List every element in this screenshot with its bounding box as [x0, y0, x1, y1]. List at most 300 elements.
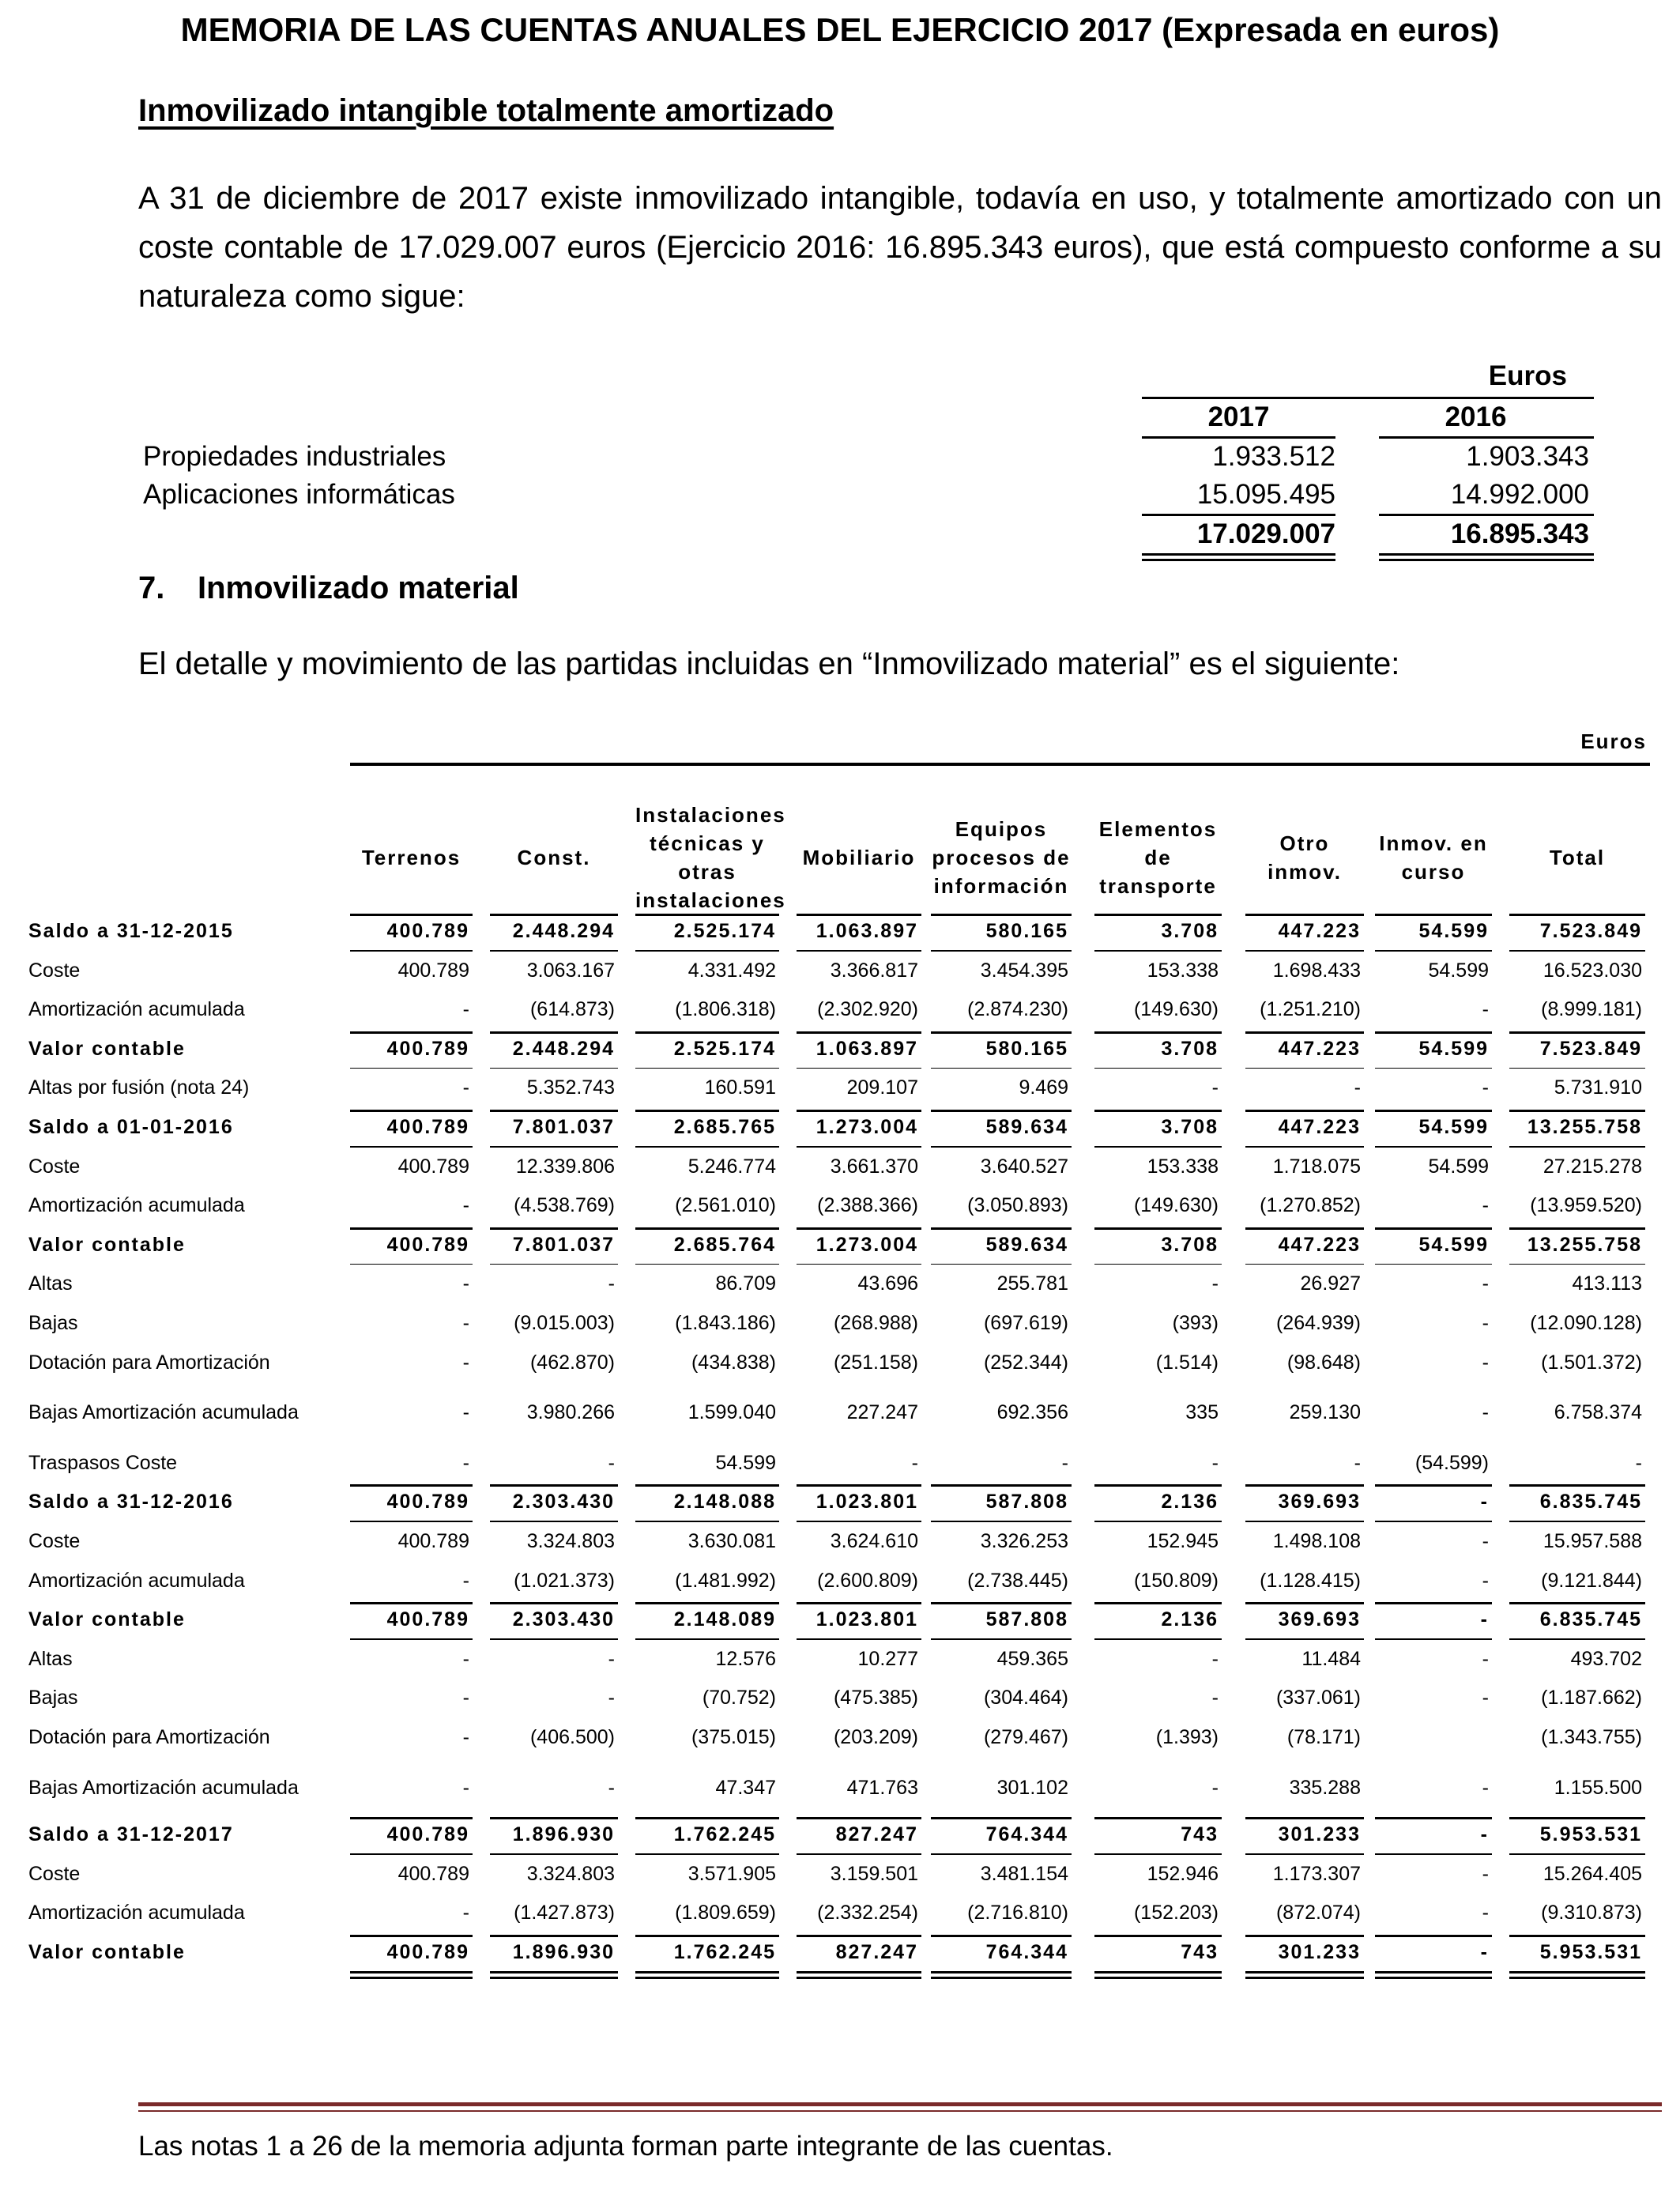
table-cell: 400.789 — [397, 1862, 469, 1885]
table-cell: 3.454.395 — [980, 959, 1068, 982]
table-rule — [931, 1817, 1072, 1819]
table-rule — [490, 1817, 618, 1819]
table-rule — [490, 1227, 618, 1230]
table-cell: (1.843.186) — [675, 1312, 776, 1334]
table-cell: (1.481.992) — [675, 1569, 776, 1592]
table-cell: 3.708 — [1161, 920, 1219, 942]
table-rule — [490, 1031, 618, 1034]
column-header — [490, 843, 618, 872]
table-cell: 5.731.910 — [1554, 1076, 1642, 1099]
table-cell: 587.808 — [985, 1608, 1068, 1631]
table-cell: 9.469 — [1019, 1076, 1068, 1099]
table-cell: 1.762.245 — [673, 1941, 776, 1963]
table-cell: 2.685.764 — [673, 1233, 776, 1256]
footer-rule — [138, 2102, 1662, 2106]
table-cell: (150.809) — [1133, 1569, 1219, 1592]
table-rule — [1245, 1638, 1364, 1640]
table-cell: (98.648) — [1286, 1351, 1361, 1374]
table-cell: - — [462, 1451, 469, 1474]
column-header-line: Total — [1549, 846, 1606, 869]
table-cell: 400.789 — [386, 1608, 469, 1631]
table-cell: (9.015.003) — [514, 1312, 615, 1334]
table-cell: 1.762.245 — [673, 1823, 776, 1846]
table-cell: - — [1482, 1687, 1489, 1710]
table-cell: 335.288 — [1289, 1776, 1361, 1799]
table-cell: 471.763 — [846, 1776, 918, 1799]
table-rule — [1094, 950, 1222, 952]
table-rule — [635, 1146, 779, 1148]
table-row-label: Amortización acumulada — [28, 1194, 245, 1217]
table-rule — [1094, 1935, 1222, 1937]
table-rule — [1094, 1110, 1222, 1112]
table-cell: 1.273.004 — [816, 1233, 918, 1256]
table-cell: - — [608, 1687, 615, 1710]
table-rule — [490, 950, 618, 952]
column-header-line: curso — [1401, 860, 1466, 884]
table-row-label: Amortización acumulada — [28, 998, 245, 1021]
table-rule — [1375, 1110, 1492, 1112]
table-cell: 7.801.037 — [512, 1233, 615, 1256]
table-cell: 160.591 — [704, 1076, 776, 1099]
table-rule — [1245, 1817, 1364, 1819]
table-cell: - — [1480, 1823, 1489, 1846]
table-cell: 3.324.803 — [526, 1530, 615, 1552]
table-row-total-label: Valor contable — [28, 1608, 186, 1631]
table-rule — [797, 1977, 921, 1979]
table-cell: 400.789 — [386, 1037, 469, 1060]
column-header — [1375, 829, 1492, 886]
table-cell: 5.953.531 — [1539, 1941, 1642, 1963]
table-cell: 400.789 — [386, 1941, 469, 1963]
table-rule — [350, 1521, 473, 1522]
table-cell: (2.600.809) — [817, 1569, 918, 1592]
table-row-label: Coste — [28, 1862, 81, 1885]
table-cell: (9.310.873) — [1541, 1902, 1642, 1924]
table-row-label: Amortización acumulada — [28, 1569, 245, 1592]
value-cell: 15.095.495 — [1196, 479, 1335, 510]
table-cell: 400.789 — [397, 1155, 469, 1178]
table-rule — [635, 1264, 779, 1265]
table-cell: 13.255.758 — [1527, 1233, 1642, 1256]
table-rule — [350, 763, 1650, 766]
table-row-total-label: Saldo a 01-01-2016 — [28, 1116, 234, 1138]
table-rule — [797, 1031, 921, 1034]
table-cell: 3.630.081 — [687, 1530, 776, 1552]
table-cell: 1.698.433 — [1272, 959, 1361, 982]
table-cell: (1.021.373) — [514, 1569, 615, 1592]
table-rule — [1509, 1817, 1645, 1819]
table-cell: 447.223 — [1278, 920, 1361, 942]
total-value: 17.029.007 — [1196, 518, 1335, 549]
table-rule — [635, 1971, 779, 1973]
table-cell: 153.338 — [1147, 959, 1219, 982]
table-rule — [797, 1110, 921, 1112]
table-rule — [490, 1935, 618, 1937]
column-header — [797, 843, 921, 872]
table-rule — [1245, 914, 1364, 916]
table-cell: 54.599 — [1418, 1233, 1489, 1256]
table-rule — [1245, 1068, 1364, 1069]
table-rule — [797, 1484, 921, 1487]
table-cell: 3.159.501 — [830, 1862, 918, 1885]
table-cell: 1.498.108 — [1272, 1530, 1361, 1552]
table-cell: 335 — [1185, 1401, 1219, 1424]
table-rule — [1094, 1227, 1222, 1230]
table-row-total-label: Valor contable — [28, 1233, 186, 1256]
table-cell: 301.233 — [1278, 1823, 1361, 1846]
column-header-line: instalaciones — [635, 888, 786, 912]
table-cell: 2.136 — [1161, 1491, 1219, 1514]
table-cell: 447.223 — [1278, 1037, 1361, 1060]
column-header-line: procesos de — [932, 846, 1071, 869]
table-cell: 7.523.849 — [1539, 1037, 1642, 1060]
table-cell: 12.576 — [715, 1647, 776, 1670]
column-header-line: Inmov. en — [1379, 831, 1488, 855]
table-cell: - — [1482, 998, 1489, 1021]
column-header-line: Const. — [517, 846, 591, 869]
table-rule — [1094, 1638, 1222, 1640]
table-cell: 1.599.040 — [687, 1401, 776, 1424]
column-header — [1509, 843, 1645, 872]
table-cell: 86.709 — [715, 1272, 776, 1295]
table-cell: - — [1480, 1491, 1489, 1514]
table-rule — [1375, 1935, 1492, 1937]
column-header-line: Mobiliario — [802, 846, 916, 869]
column-header — [1094, 815, 1222, 900]
table-cell: 743 — [1181, 1823, 1219, 1846]
table-row-label: Dotación para Amortización — [28, 1351, 270, 1374]
table-rule — [797, 1068, 921, 1069]
table-rule — [931, 1068, 1072, 1069]
table-cell: 692.356 — [996, 1401, 1068, 1424]
table-rule — [490, 1977, 618, 1979]
table-cell: 447.223 — [1278, 1233, 1361, 1256]
table-cell: (149.630) — [1133, 1194, 1219, 1217]
table-cell: 2.303.430 — [512, 1491, 615, 1514]
table-rule — [1509, 1638, 1645, 1640]
table-rule — [635, 1484, 779, 1487]
table-cell: 3.366.817 — [830, 959, 918, 982]
table-rule — [1509, 1146, 1645, 1148]
table-cell: - — [1482, 1902, 1489, 1924]
table-cell: 827.247 — [835, 1823, 918, 1846]
table-rule — [797, 1264, 921, 1265]
table-row-label: Coste — [28, 959, 81, 982]
table-cell: - — [462, 1569, 469, 1592]
table-cell: - — [462, 1647, 469, 1670]
table-row-total-label: Valor contable — [28, 1037, 186, 1060]
row-label: Aplicaciones informáticas — [143, 479, 455, 510]
table-cell: (614.873) — [529, 998, 615, 1021]
table-rule — [1245, 1935, 1364, 1937]
table-rule — [350, 1484, 473, 1487]
table-cell: 2.685.765 — [673, 1116, 776, 1138]
table-rule — [350, 1031, 473, 1034]
table-cell: 6.835.745 — [1539, 1608, 1642, 1631]
table-cell: - — [1482, 1776, 1489, 1799]
table-rule — [1245, 1971, 1364, 1973]
table-cell: 7.801.037 — [512, 1116, 615, 1138]
column-header-line: Otro — [1279, 831, 1330, 855]
table-cell: 227.247 — [846, 1401, 918, 1424]
table-rule — [1094, 1853, 1222, 1855]
table-rule — [931, 1031, 1072, 1034]
table-cell: 152.945 — [1147, 1530, 1219, 1552]
table-rule — [490, 1638, 618, 1640]
table-rule — [490, 1068, 618, 1069]
table-rule — [1094, 1146, 1222, 1148]
table-cell: (1.128.415) — [1260, 1569, 1361, 1592]
table-rule — [931, 1521, 1072, 1522]
table-rule — [1509, 1602, 1645, 1604]
table-rule — [797, 1971, 921, 1973]
table-cell: (2.874.230) — [967, 998, 1068, 1021]
table-cell: (475.385) — [833, 1687, 918, 1710]
table-cell: - — [1482, 1401, 1489, 1424]
table-cell: 47.347 — [715, 1776, 776, 1799]
table-cell: 400.789 — [386, 920, 469, 942]
table-cell: 2.148.088 — [673, 1491, 776, 1514]
table-cell: - — [911, 1451, 918, 1474]
table-cell: (2.332.254) — [817, 1902, 918, 1924]
table-cell: - — [462, 998, 469, 1021]
table-rule — [350, 1264, 473, 1265]
table-rule — [1245, 1602, 1364, 1604]
table-cell: 2.525.174 — [673, 920, 776, 942]
table-cell: 3.063.167 — [526, 959, 615, 982]
table-rule — [1509, 914, 1645, 916]
table-rule — [931, 1971, 1072, 1973]
section-number: 7. — [138, 571, 165, 605]
table-cell: (2.738.445) — [967, 1569, 1068, 1592]
table-cell: 3.661.370 — [830, 1155, 918, 1178]
table-rule — [931, 1853, 1072, 1855]
table-rule — [1245, 1227, 1364, 1230]
table-rule — [797, 1602, 921, 1604]
table-cell: (462.870) — [529, 1351, 615, 1374]
table-rule — [635, 1110, 779, 1112]
table-cell: 369.693 — [1278, 1608, 1361, 1631]
table-rule — [1245, 1977, 1364, 1979]
table-row-label: Altas por fusión (nota 24) — [28, 1076, 250, 1099]
table-rule — [1375, 1971, 1492, 1973]
table-cell: (1.187.662) — [1541, 1687, 1642, 1710]
column-header — [635, 801, 786, 914]
table-cell: 1.063.897 — [816, 920, 918, 942]
table-rule — [1375, 1977, 1492, 1979]
table-rule — [490, 1853, 618, 1855]
table-rule — [490, 1264, 618, 1265]
table-rule — [797, 1638, 921, 1640]
table-cell: 54.599 — [1428, 959, 1489, 982]
table-rule — [931, 914, 1072, 916]
table-cell: - — [608, 1272, 615, 1295]
table-cell: 447.223 — [1278, 1116, 1361, 1138]
table-cell: - — [1635, 1451, 1642, 1474]
table-cell: - — [1354, 1451, 1361, 1474]
table-rule — [1245, 1031, 1364, 1034]
table-row-total-label: Saldo a 31-12-2015 — [28, 920, 234, 942]
table-rule — [1245, 1521, 1364, 1522]
table-rule — [635, 1227, 779, 1230]
table-cell: 587.808 — [985, 1491, 1068, 1514]
table-cell: (8.999.181) — [1541, 998, 1642, 1021]
table-cell: (1.251.210) — [1260, 998, 1361, 1021]
table-cell: (1.809.659) — [675, 1902, 776, 1924]
table-rule — [797, 1935, 921, 1937]
table-cell: 26.927 — [1300, 1272, 1361, 1295]
table-rule — [1375, 1264, 1492, 1265]
table-cell: 400.789 — [386, 1491, 469, 1514]
table-cell: 580.165 — [985, 920, 1068, 942]
table-rule — [931, 1110, 1072, 1112]
column-header-line: inmov. — [1268, 860, 1342, 884]
table-rule — [1245, 1110, 1364, 1112]
table-cell: 3.980.266 — [526, 1401, 615, 1424]
table-cell: (1.514) — [1155, 1351, 1219, 1374]
table-rule — [1375, 1638, 1492, 1640]
table-cell: 3.571.905 — [687, 1862, 776, 1885]
table-cell: (393) — [1172, 1312, 1219, 1334]
table-rule — [1509, 1484, 1645, 1487]
table-cell: 400.789 — [386, 1233, 469, 1256]
material-intro: El detalle y movimiento de las partidas incluidas en “Inmovilizado material” es el siguiente: — [138, 647, 1400, 681]
table-cell: (78.171) — [1286, 1726, 1361, 1748]
table-cell: 1.896.930 — [512, 1941, 615, 1963]
column-header-line: Equipos — [955, 817, 1048, 841]
table-cell: (2.388.366) — [817, 1194, 918, 1217]
table-cell: 2.448.294 — [512, 1037, 615, 1060]
table-cell: 4.331.492 — [687, 959, 776, 982]
table-cell: 54.599 — [1418, 1037, 1489, 1060]
table-rule — [931, 1146, 1072, 1148]
table-rule — [797, 1853, 921, 1855]
table-cell: (304.464) — [983, 1687, 1068, 1710]
table-cell: (3.050.893) — [967, 1194, 1068, 1217]
column-header — [931, 815, 1072, 900]
table-cell: 27.215.278 — [1543, 1155, 1642, 1178]
intangible-table — [138, 357, 1594, 564]
table-cell: 2.448.294 — [512, 920, 615, 942]
table-rule — [635, 950, 779, 952]
table-cell: 5.953.531 — [1539, 1823, 1642, 1846]
table-cell: - — [1482, 1312, 1489, 1334]
table-cell: 459.365 — [996, 1647, 1068, 1670]
table-rule — [1094, 1602, 1222, 1604]
table-rule — [1094, 914, 1222, 916]
table-cell: 400.789 — [397, 1530, 469, 1552]
table-rule — [490, 1971, 618, 1973]
table-cell: - — [1482, 1351, 1489, 1374]
table-cell: 1.155.500 — [1554, 1776, 1642, 1799]
table-cell: 209.107 — [846, 1076, 918, 1099]
table-rule — [1094, 1521, 1222, 1522]
table-cell: - — [1482, 1647, 1489, 1670]
table-cell: 13.255.758 — [1527, 1116, 1642, 1138]
table-rule — [635, 1068, 779, 1069]
table-rule — [797, 914, 921, 916]
column-header-line: Instalaciones — [635, 803, 786, 827]
table-rule — [635, 914, 779, 916]
table-rule — [1509, 1031, 1645, 1034]
footer-note: Las notas 1 a 26 de la memoria adjunta forman parte integrante de las cuentas. — [138, 2131, 1113, 2162]
table-cell: 54.599 — [715, 1451, 776, 1474]
table-rule — [1375, 950, 1492, 952]
table-cell: (337.061) — [1275, 1687, 1361, 1710]
column-header-line: transporte — [1099, 874, 1217, 898]
table-row-label: Bajas — [28, 1312, 78, 1334]
table-cell: 1.023.801 — [816, 1608, 918, 1631]
table-cell: 764.344 — [985, 1941, 1068, 1963]
section-title: Inmovilizado material — [198, 571, 519, 605]
table-cell: 15.957.588 — [1543, 1530, 1642, 1552]
table-rule — [350, 1971, 473, 1973]
table-rule — [1509, 1853, 1645, 1855]
table-rule — [1094, 1068, 1222, 1069]
table-cell: - — [608, 1451, 615, 1474]
table-cell: - — [462, 1401, 469, 1424]
table-rule — [931, 1977, 1072, 1979]
intangible-paragraph: A 31 de diciembre de 2017 existe inmovilizado intangible, todavía en uso, y totalmente amortizado con un coste contable de 17.029.007 euros (Ejercicio 2016: 16.895.343 euros), que está compuesto conforme a su naturaleza como sigue: — [138, 181, 1662, 314]
table-cell: 2.136 — [1161, 1608, 1219, 1631]
table-cell: 16.523.030 — [1543, 959, 1642, 982]
table-cell: - — [1354, 1076, 1361, 1099]
table-row-total-label: Saldo a 31-12-2016 — [28, 1491, 234, 1514]
table-cell: (9.121.844) — [1541, 1569, 1642, 1592]
table-rule — [635, 1031, 779, 1034]
table-rule — [1375, 1602, 1492, 1604]
table-cell: 1.023.801 — [816, 1491, 918, 1514]
table-rule — [350, 1935, 473, 1937]
total-value: 16.895.343 — [1450, 518, 1589, 549]
table-cell: - — [608, 1647, 615, 1670]
table-rule — [635, 1853, 779, 1855]
table-rule — [931, 1602, 1072, 1604]
table-cell: (1.806.318) — [675, 998, 776, 1021]
table-rule — [797, 1521, 921, 1522]
table-cell: 5.246.774 — [687, 1155, 776, 1178]
table-cell: 3.481.154 — [980, 1862, 1068, 1885]
table-cell: - — [462, 1312, 469, 1334]
table-cell: - — [1482, 1569, 1489, 1592]
table-rule — [490, 1110, 618, 1112]
table-cell: 301.233 — [1278, 1941, 1361, 1963]
table-cell: - — [462, 1194, 469, 1217]
table-cell: (1.343.755) — [1541, 1726, 1642, 1748]
table-cell: 3.708 — [1161, 1233, 1219, 1256]
table-rule — [931, 950, 1072, 952]
table-rule — [350, 1146, 473, 1148]
table-cell: - — [1482, 1272, 1489, 1295]
table-rule — [635, 1602, 779, 1604]
table-rule — [1094, 1031, 1222, 1034]
table-cell: 589.634 — [985, 1116, 1068, 1138]
table-cell: - — [1482, 1862, 1489, 1885]
table-rule — [490, 1602, 618, 1604]
table-cell: (872.074) — [1275, 1902, 1361, 1924]
table-cell: - — [1480, 1941, 1489, 1963]
table-cell: (13.959.520) — [1530, 1194, 1642, 1217]
table-cell: (2.716.810) — [967, 1902, 1068, 1924]
material-heading — [138, 571, 519, 606]
table-row-label: Coste — [28, 1530, 81, 1552]
table-cell: 2.303.430 — [512, 1608, 615, 1631]
table-cell: - — [1211, 1776, 1219, 1799]
table-cell: - — [1482, 1530, 1489, 1552]
table-cell: 11.484 — [1301, 1647, 1361, 1670]
table-cell: 301.102 — [996, 1776, 1068, 1799]
table-cell: 3.324.803 — [526, 1862, 615, 1885]
